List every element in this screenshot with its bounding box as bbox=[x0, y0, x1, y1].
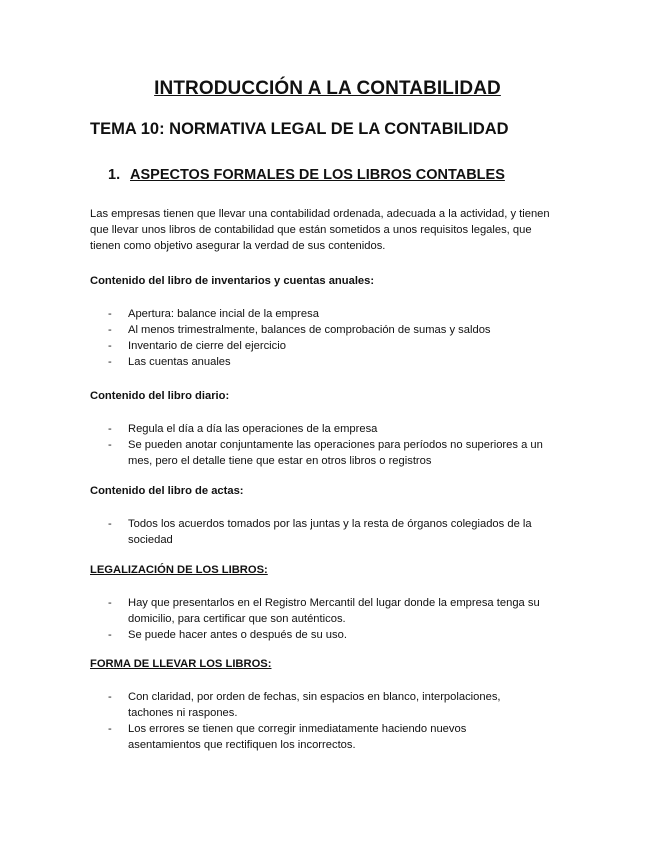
list-item bbox=[90, 721, 538, 753]
list-item bbox=[90, 627, 570, 643]
inventory-heading: Contenido del libro de inventarios y cuentas anuales: bbox=[90, 275, 375, 287]
bookkeeping-list bbox=[90, 689, 570, 753]
dash-bullet: - bbox=[108, 356, 112, 368]
topic-heading: TEMA 10: NORMATIVA LEGAL DE LA CONTABILIDAD bbox=[90, 120, 509, 138]
minutes-section bbox=[90, 483, 570, 548]
dash-bullet: - bbox=[108, 340, 112, 352]
list-item bbox=[90, 421, 570, 437]
inventory-list bbox=[90, 306, 570, 370]
minutes-list bbox=[90, 516, 570, 548]
dash-bullet: - bbox=[108, 518, 112, 530]
list-item-text: Regula el día a día las operaciones de la empresa bbox=[128, 423, 378, 435]
journal-heading: Contenido del libro diario: bbox=[90, 390, 230, 402]
list-item-text: Se pueden anotar conjuntamente las operaciones para períodos no superiores a un mes, pero el detalle tiene que estar en otros libros o registros bbox=[128, 439, 543, 467]
minutes-heading: Contenido del libro de actas: bbox=[90, 485, 244, 497]
legalization-heading: LEGALIZACIÓN DE LOS LIBROS: bbox=[90, 564, 268, 576]
list-item-text: Los errores se tienen que corregir inmediatamente haciendo nuevos asentamientos que rectifiquen los incorrectos. bbox=[128, 723, 467, 751]
dash-bullet: - bbox=[108, 723, 112, 735]
bookkeeping-heading: FORMA DE LLEVAR LOS LIBROS: bbox=[90, 658, 272, 670]
dash-bullet: - bbox=[108, 423, 112, 435]
dash-bullet: - bbox=[108, 691, 112, 703]
legalization-section bbox=[90, 562, 570, 643]
list-item bbox=[90, 516, 570, 548]
list-item-text: Con claridad, por orden de fechas, sin espacios en blanco, interpolaciones, tachones ni raspones. bbox=[128, 691, 501, 719]
document-title: INTRODUCCIÓN A LA CONTABILIDAD bbox=[154, 78, 501, 99]
section-number: 1. bbox=[108, 167, 121, 183]
intro-paragraph: Las empresas tienen que llevar una contabilidad ordenada, adecuada a la actividad, y tienen que llevar unos libros de contabilidad que están sometidos a unos requisitos legales, que tienen como objetivo asegurar la verdad de sus contenidos. bbox=[90, 208, 550, 252]
dash-bullet: - bbox=[108, 324, 112, 336]
dash-bullet: - bbox=[108, 308, 112, 320]
list-item bbox=[90, 338, 570, 354]
list-item bbox=[90, 354, 570, 370]
list-item bbox=[90, 689, 538, 721]
journal-section bbox=[90, 388, 570, 469]
bookkeeping-section bbox=[90, 656, 570, 753]
dash-bullet: - bbox=[108, 597, 112, 609]
section-heading bbox=[108, 167, 505, 183]
list-item bbox=[90, 306, 570, 322]
dash-bullet: - bbox=[108, 439, 112, 451]
list-item-text: Al menos trimestralmente, balances de comprobación de sumas y saldos bbox=[128, 324, 491, 336]
inventory-section bbox=[90, 273, 570, 370]
list-item bbox=[90, 322, 570, 338]
list-item-text: Apertura: balance incial de la empresa bbox=[128, 308, 319, 320]
dash-bullet: - bbox=[108, 629, 112, 641]
list-item-text: Hay que presentarlos en el Registro Mercantil del lugar donde la empresa tenga su domicilio, para certificar que son auténticos. bbox=[128, 597, 540, 625]
journal-list bbox=[90, 421, 570, 469]
list-item-text: Se puede hacer antes o después de su uso. bbox=[128, 629, 347, 641]
list-item-text: Las cuentas anuales bbox=[128, 356, 231, 368]
list-item-text: Inventario de cierre del ejercicio bbox=[128, 340, 286, 352]
list-item bbox=[90, 595, 570, 627]
list-item-text: Todos los acuerdos tomados por las juntas y la resta de órganos colegiados de la sociedad bbox=[128, 518, 532, 546]
legalization-list bbox=[90, 595, 570, 643]
section-title: ASPECTOS FORMALES DE LOS LIBROS CONTABLES bbox=[130, 167, 505, 183]
list-item bbox=[90, 437, 570, 469]
